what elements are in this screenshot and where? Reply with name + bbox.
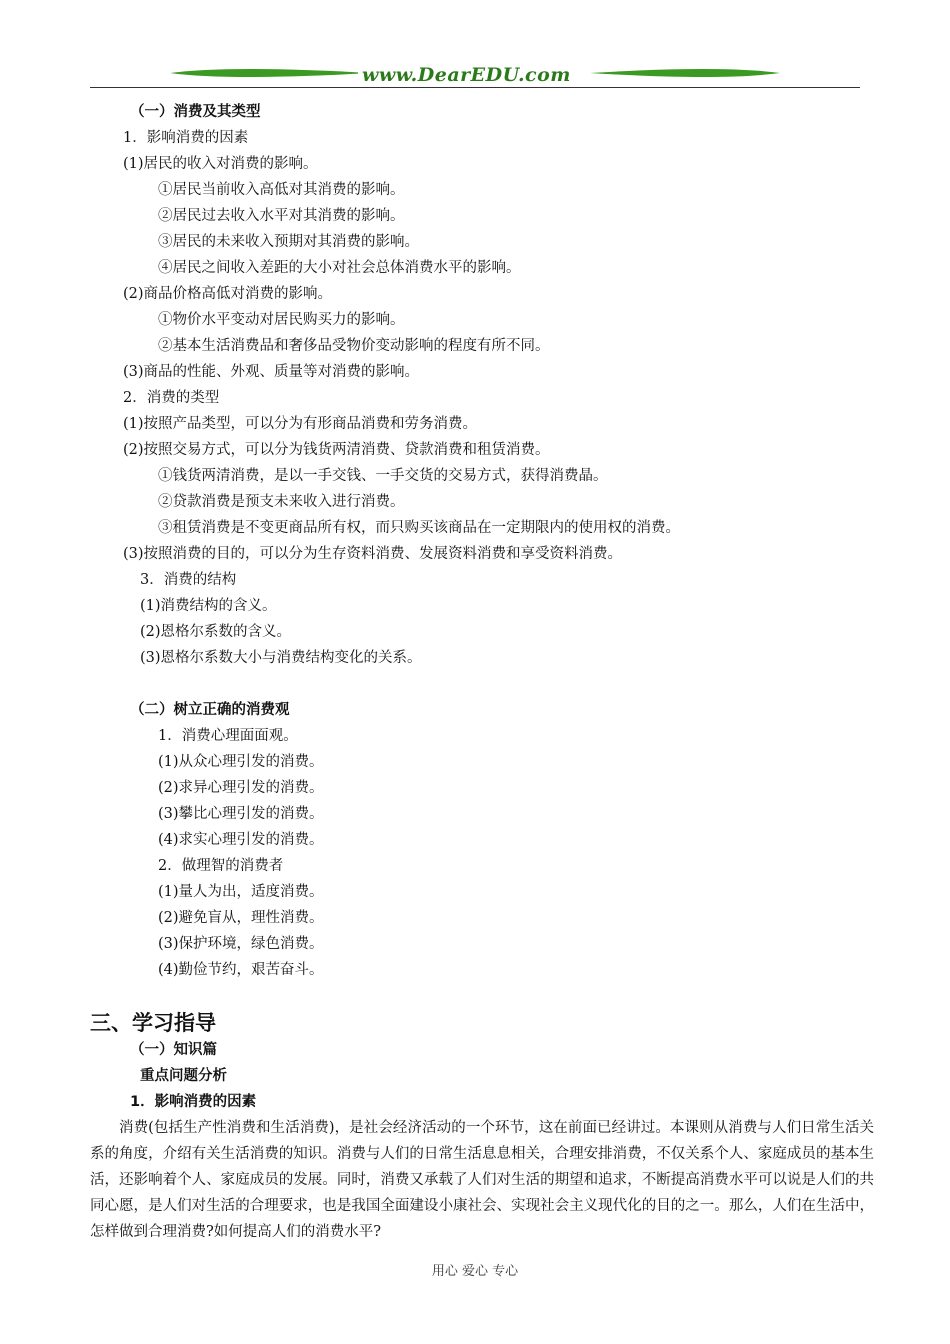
list-item: (1)按照产品类型，可以分为有形商品消费和劳务消费。 bbox=[123, 416, 478, 432]
chapter-heading: 三、学习指导 bbox=[90, 1011, 216, 1035]
section-heading: （一）消费及其类型 bbox=[130, 104, 261, 120]
page-header bbox=[90, 58, 860, 98]
subheading: 1．影响消费的因素 bbox=[123, 130, 249, 146]
page-footer: 用心 爱心 专心 bbox=[431, 1264, 519, 1279]
list-item: (3)保护环境，绿色消费。 bbox=[158, 936, 324, 952]
list-item: (2)按照交易方式，可以分为钱货两清消费、贷款消费和租赁消费。 bbox=[123, 442, 550, 458]
list-item: ②贷款消费是预支未来收入进行消费。 bbox=[158, 494, 405, 510]
list-item: (3)按照消费的目的，可以分为生存资料消费、发展资料消费和享受资料消费。 bbox=[123, 546, 623, 562]
list-item: (1)量人为出，适度消费。 bbox=[158, 884, 324, 900]
list-item: ③居民的未来收入预期对其消费的影响。 bbox=[158, 234, 419, 250]
list-item: ①钱货两清消费，是以一手交钱、一手交货的交易方式，获得消费晶。 bbox=[158, 468, 608, 484]
section-heading: （一）知识篇 bbox=[130, 1042, 217, 1058]
list-item: ③租赁消费是不变更商品所有权，而只购买该商品在一定期限内的使用权的消费。 bbox=[158, 520, 680, 536]
site-logo-text: www.DearEDU.com bbox=[358, 64, 575, 86]
list-item: ②基本生活消费品和奢侈品受物价变动影响的程度有所不同。 bbox=[158, 338, 550, 354]
subheading: 1．消费心理面面观。 bbox=[158, 728, 298, 744]
list-item: (3)商品的性能、外观、质量等对消费的影响。 bbox=[123, 364, 420, 380]
header-rule bbox=[90, 87, 860, 88]
subheading: 2．做理智的消费者 bbox=[158, 858, 284, 874]
list-item: ①物价水平变动对居民购买力的影响。 bbox=[158, 312, 405, 328]
list-item: (4)勤俭节约，艰苦奋斗。 bbox=[158, 962, 324, 978]
body-paragraph: 消费(包括生产性消费和生活消费)，是社会经济活动的一个环节，这在前面已经讲过。本课则从消费与人们日常生活关系的角度，介绍有关生活消费的知识。消费与人们的日常生活息息相关，合理安排消费，不仅关系个人、家庭成员的基本生活，还影响着个人、家庭成员的发展。同时，消费又承载了人们对生活的期望和追求，不断提高消费水平可以说是人们的共同心愿，是人们对生活的合理要求，也是我国全面建设小康社会、实现社会主义现代化的目的之一。那么，人们在生活中，怎样做到合理消费?如何提高人们的消费水平? bbox=[90, 1120, 874, 1240]
section-heading: （二）树立正确的消费观 bbox=[130, 702, 290, 718]
subsection-heading: 重点问题分析 bbox=[140, 1068, 227, 1084]
subheading: 3．消费的结构 bbox=[140, 572, 237, 588]
list-item: (1)消费结构的含义。 bbox=[140, 598, 277, 614]
list-item: ②居民过去收入水平对其消费的影响。 bbox=[158, 208, 405, 224]
list-item: (1)从众心理引发的消费。 bbox=[158, 754, 324, 770]
list-item: (4)求实心理引发的消费。 bbox=[158, 832, 324, 848]
topic-heading: 1．影响消费的因素 bbox=[130, 1094, 257, 1110]
list-item: (2)求异心理引发的消费。 bbox=[158, 780, 324, 796]
list-item: (1)居民的收入对消费的影响。 bbox=[123, 156, 318, 172]
list-item: (2)恩格尔系数的含义。 bbox=[140, 624, 292, 640]
list-item: (2)商品价格高低对消费的影响。 bbox=[123, 286, 333, 302]
subheading: 2．消费的类型 bbox=[123, 390, 220, 406]
list-item: (3)攀比心理引发的消费。 bbox=[158, 806, 324, 822]
left-leaf-decoration bbox=[170, 67, 370, 79]
list-item: (2)避免盲从，理性消费。 bbox=[158, 910, 324, 926]
list-item: ①居民当前收入高低对其消费的影响。 bbox=[158, 182, 405, 198]
list-item: ④居民之间收入差距的大小对社会总体消费水平的影响。 bbox=[158, 260, 521, 276]
list-item: (3)恩格尔系数大小与消费结构变化的关系。 bbox=[140, 650, 422, 666]
right-leaf-decoration bbox=[590, 67, 780, 79]
